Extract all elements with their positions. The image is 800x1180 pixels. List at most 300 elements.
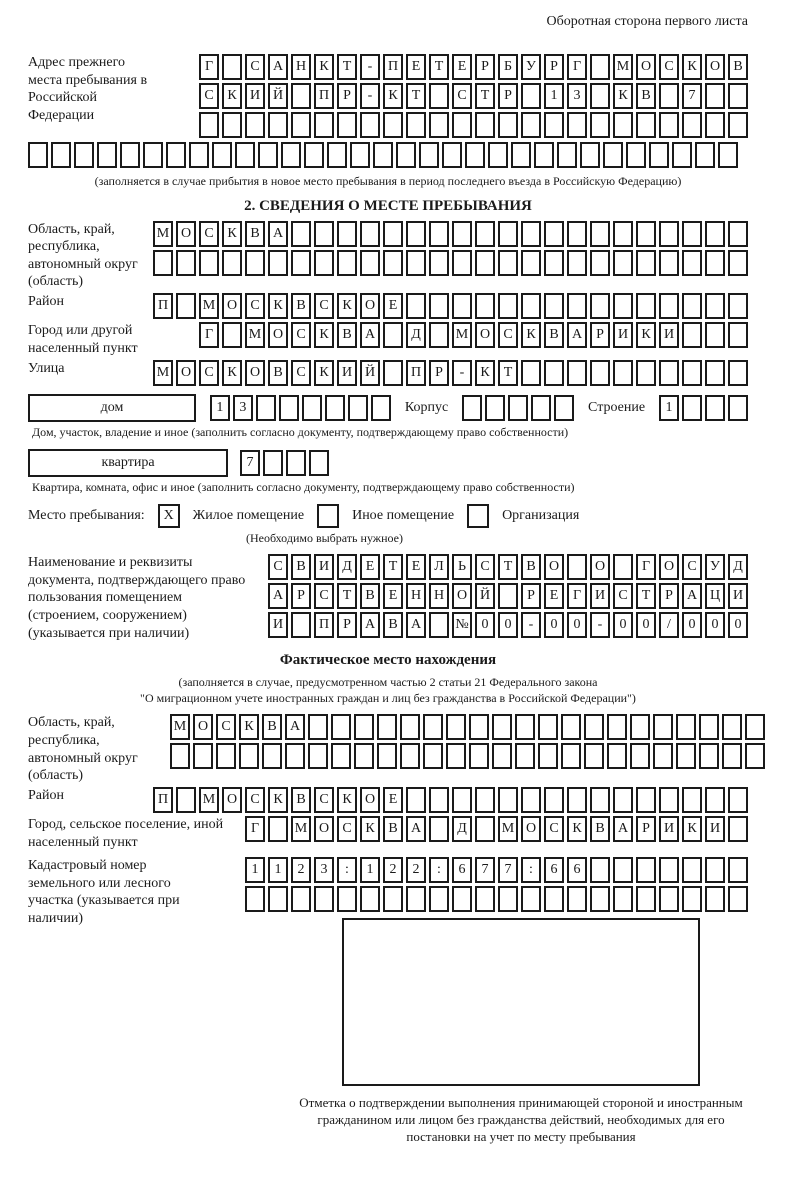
char-cell[interactable]: О xyxy=(193,714,213,740)
char-cell[interactable]: Е xyxy=(360,554,380,580)
char-cell[interactable] xyxy=(613,360,633,386)
char-cell[interactable]: М xyxy=(245,322,265,348)
char-cell[interactable]: Ц xyxy=(705,583,725,609)
char-cell[interactable]: А xyxy=(360,322,380,348)
char-cell[interactable] xyxy=(337,886,357,912)
char-cell[interactable]: Р xyxy=(636,816,656,842)
char-cell[interactable]: Д xyxy=(406,322,426,348)
char-cell[interactable] xyxy=(682,787,702,813)
char-cell[interactable] xyxy=(348,395,368,421)
char-cell[interactable] xyxy=(567,787,587,813)
char-cell[interactable] xyxy=(308,743,328,769)
char-cell[interactable]: К xyxy=(268,787,288,813)
char-cell[interactable] xyxy=(682,886,702,912)
char-cell[interactable] xyxy=(446,743,466,769)
char-cell[interactable]: 1 xyxy=(659,395,679,421)
char-cell[interactable]: В xyxy=(291,293,311,319)
char-cell[interactable]: 0 xyxy=(544,612,564,638)
char-cell[interactable] xyxy=(659,360,679,386)
char-cell[interactable] xyxy=(469,743,489,769)
char-cell[interactable] xyxy=(695,142,715,168)
char-cell[interactable] xyxy=(452,886,472,912)
char-cell[interactable]: С xyxy=(245,293,265,319)
char-cell[interactable]: И xyxy=(268,612,288,638)
char-cell[interactable] xyxy=(429,886,449,912)
char-cell[interactable] xyxy=(245,112,265,138)
char-cell[interactable]: : xyxy=(429,857,449,883)
char-cell[interactable] xyxy=(291,612,311,638)
char-cell[interactable]: В xyxy=(360,583,380,609)
char-cell[interactable]: С xyxy=(245,787,265,813)
char-cell[interactable] xyxy=(728,886,748,912)
char-cell[interactable] xyxy=(360,886,380,912)
char-cell[interactable]: Е xyxy=(383,583,403,609)
char-cell[interactable] xyxy=(613,221,633,247)
char-cell[interactable] xyxy=(590,360,610,386)
char-cell[interactable]: Т xyxy=(475,83,495,109)
char-cell[interactable] xyxy=(636,857,656,883)
char-cell[interactable] xyxy=(498,886,518,912)
char-cell[interactable]: Ь xyxy=(452,554,472,580)
char-cell[interactable]: М xyxy=(452,322,472,348)
char-cell[interactable]: - xyxy=(360,83,380,109)
char-cell[interactable] xyxy=(705,322,725,348)
char-cell[interactable]: А xyxy=(268,221,288,247)
char-cell[interactable] xyxy=(722,743,742,769)
char-cell[interactable] xyxy=(636,250,656,276)
char-cell[interactable]: - xyxy=(521,612,541,638)
char-cell[interactable] xyxy=(607,714,627,740)
char-cell[interactable] xyxy=(531,395,551,421)
char-cell[interactable] xyxy=(521,83,541,109)
char-cell[interactable]: П xyxy=(153,293,173,319)
char-cell[interactable] xyxy=(728,787,748,813)
char-cell[interactable] xyxy=(400,743,420,769)
char-cell[interactable]: С xyxy=(452,83,472,109)
char-cell[interactable]: С xyxy=(268,554,288,580)
char-cell[interactable] xyxy=(728,816,748,842)
char-cell[interactable] xyxy=(515,743,535,769)
char-cell[interactable] xyxy=(613,886,633,912)
char-cell[interactable] xyxy=(590,83,610,109)
char-cell[interactable]: С xyxy=(475,554,495,580)
char-cell[interactable] xyxy=(423,743,443,769)
char-cell[interactable] xyxy=(682,322,702,348)
char-cell[interactable] xyxy=(383,112,403,138)
char-cell[interactable]: О xyxy=(222,293,242,319)
char-cell[interactable] xyxy=(728,221,748,247)
char-cell[interactable]: С xyxy=(314,293,334,319)
char-cell[interactable] xyxy=(705,360,725,386)
char-cell[interactable] xyxy=(262,743,282,769)
char-cell[interactable]: В xyxy=(262,714,282,740)
char-cell[interactable]: - xyxy=(590,612,610,638)
char-cell[interactable] xyxy=(166,142,186,168)
char-cell[interactable] xyxy=(419,142,439,168)
char-cell[interactable] xyxy=(360,112,380,138)
char-cell[interactable] xyxy=(469,714,489,740)
char-cell[interactable] xyxy=(245,250,265,276)
char-cell[interactable] xyxy=(279,395,299,421)
char-cell[interactable] xyxy=(199,250,219,276)
char-cell[interactable] xyxy=(590,293,610,319)
char-cell[interactable]: Т xyxy=(383,554,403,580)
char-cell[interactable]: 0 xyxy=(636,612,656,638)
char-cell[interactable]: Т xyxy=(337,54,357,80)
char-cell[interactable]: О xyxy=(659,554,679,580)
char-cell[interactable]: У xyxy=(521,54,541,80)
char-cell[interactable]: Т xyxy=(498,554,518,580)
char-cell[interactable]: О xyxy=(176,221,196,247)
char-cell[interactable]: Т xyxy=(636,583,656,609)
char-cell[interactable]: 3 xyxy=(567,83,587,109)
char-cell[interactable] xyxy=(745,714,765,740)
char-cell[interactable] xyxy=(360,221,380,247)
char-cell[interactable] xyxy=(705,83,725,109)
char-cell[interactable]: К xyxy=(314,360,334,386)
char-cell[interactable] xyxy=(429,83,449,109)
char-cell[interactable] xyxy=(314,221,334,247)
char-cell[interactable]: В xyxy=(383,816,403,842)
char-cell[interactable] xyxy=(544,293,564,319)
char-cell[interactable]: С xyxy=(291,360,311,386)
char-cell[interactable] xyxy=(498,583,518,609)
char-cell[interactable]: Г xyxy=(636,554,656,580)
char-cell[interactable] xyxy=(337,250,357,276)
char-cell[interactable] xyxy=(492,714,512,740)
char-cell[interactable]: Н xyxy=(406,583,426,609)
char-cell[interactable]: 3 xyxy=(233,395,253,421)
char-cell[interactable] xyxy=(51,142,71,168)
char-cell[interactable]: К xyxy=(682,54,702,80)
char-cell[interactable]: Р xyxy=(498,83,518,109)
char-cell[interactable] xyxy=(286,450,306,476)
char-cell[interactable]: Н xyxy=(429,583,449,609)
char-cell[interactable]: П xyxy=(153,787,173,813)
char-cell[interactable] xyxy=(728,857,748,883)
char-cell[interactable] xyxy=(590,54,610,80)
char-cell[interactable]: М xyxy=(170,714,190,740)
char-cell[interactable]: Г xyxy=(567,583,587,609)
char-cell[interactable]: 3 xyxy=(314,857,334,883)
char-cell[interactable] xyxy=(291,886,311,912)
char-cell[interactable] xyxy=(590,787,610,813)
char-cell[interactable] xyxy=(465,142,485,168)
char-cell[interactable]: В xyxy=(521,554,541,580)
char-cell[interactable]: В xyxy=(291,554,311,580)
char-cell[interactable] xyxy=(193,743,213,769)
char-cell[interactable] xyxy=(222,322,242,348)
char-cell[interactable] xyxy=(383,886,403,912)
char-cell[interactable] xyxy=(722,714,742,740)
char-cell[interactable]: Р xyxy=(337,612,357,638)
char-cell[interactable]: Т xyxy=(429,54,449,80)
char-cell[interactable] xyxy=(371,395,391,421)
char-cell[interactable]: Р xyxy=(475,54,495,80)
char-cell[interactable]: / xyxy=(659,612,679,638)
char-cell[interactable]: И xyxy=(659,322,679,348)
char-cell[interactable] xyxy=(515,714,535,740)
char-cell[interactable] xyxy=(521,787,541,813)
char-cell[interactable] xyxy=(590,250,610,276)
char-cell[interactable]: Е xyxy=(406,554,426,580)
char-cell[interactable]: И xyxy=(337,360,357,386)
char-cell[interactable] xyxy=(567,112,587,138)
char-cell[interactable] xyxy=(488,142,508,168)
char-cell[interactable]: О xyxy=(590,554,610,580)
char-cell[interactable] xyxy=(475,112,495,138)
char-cell[interactable]: П xyxy=(314,83,334,109)
char-cell[interactable]: Р xyxy=(544,54,564,80)
char-cell[interactable] xyxy=(544,112,564,138)
char-cell[interactable] xyxy=(682,112,702,138)
char-cell[interactable]: Е xyxy=(406,54,426,80)
char-cell[interactable]: О xyxy=(245,360,265,386)
char-cell[interactable] xyxy=(383,250,403,276)
char-cell[interactable] xyxy=(676,714,696,740)
char-cell[interactable] xyxy=(659,886,679,912)
char-cell[interactable] xyxy=(383,221,403,247)
char-cell[interactable]: К xyxy=(314,54,334,80)
char-cell[interactable]: В xyxy=(337,322,357,348)
char-cell[interactable] xyxy=(354,743,374,769)
char-cell[interactable] xyxy=(429,250,449,276)
char-cell[interactable] xyxy=(705,112,725,138)
char-cell[interactable]: - xyxy=(452,360,472,386)
char-cell[interactable] xyxy=(429,322,449,348)
char-cell[interactable] xyxy=(406,886,426,912)
char-cell[interactable]: И xyxy=(613,322,633,348)
char-cell[interactable]: М xyxy=(199,293,219,319)
char-cell[interactable] xyxy=(699,743,719,769)
zhiloe-checkbox[interactable]: X xyxy=(158,504,180,528)
char-cell[interactable]: И xyxy=(590,583,610,609)
char-cell[interactable] xyxy=(521,250,541,276)
char-cell[interactable]: В xyxy=(590,816,610,842)
char-cell[interactable]: И xyxy=(245,83,265,109)
char-cell[interactable] xyxy=(475,886,495,912)
char-cell[interactable] xyxy=(281,142,301,168)
char-cell[interactable] xyxy=(429,612,449,638)
char-cell[interactable] xyxy=(682,857,702,883)
char-cell[interactable] xyxy=(682,395,702,421)
char-cell[interactable] xyxy=(544,787,564,813)
char-cell[interactable]: О xyxy=(314,816,334,842)
char-cell[interactable] xyxy=(406,293,426,319)
char-cell[interactable] xyxy=(728,83,748,109)
char-cell[interactable] xyxy=(268,816,288,842)
char-cell[interactable] xyxy=(534,142,554,168)
char-cell[interactable] xyxy=(659,250,679,276)
char-cell[interactable]: Е xyxy=(544,583,564,609)
char-cell[interactable] xyxy=(544,360,564,386)
char-cell[interactable] xyxy=(176,787,196,813)
char-cell[interactable]: О xyxy=(268,322,288,348)
char-cell[interactable]: С xyxy=(291,322,311,348)
char-cell[interactable] xyxy=(153,250,173,276)
char-cell[interactable] xyxy=(199,112,219,138)
char-cell[interactable]: Е xyxy=(383,787,403,813)
char-cell[interactable] xyxy=(613,112,633,138)
char-cell[interactable] xyxy=(406,221,426,247)
char-cell[interactable]: О xyxy=(176,360,196,386)
char-cell[interactable]: Т xyxy=(498,360,518,386)
char-cell[interactable]: А xyxy=(268,583,288,609)
char-cell[interactable]: Н xyxy=(291,54,311,80)
char-cell[interactable]: И xyxy=(314,554,334,580)
char-cell[interactable] xyxy=(557,142,577,168)
char-cell[interactable]: Е xyxy=(452,54,472,80)
char-cell[interactable] xyxy=(636,360,656,386)
char-cell[interactable]: О xyxy=(636,54,656,80)
char-cell[interactable] xyxy=(590,112,610,138)
char-cell[interactable] xyxy=(659,112,679,138)
char-cell[interactable]: 0 xyxy=(728,612,748,638)
char-cell[interactable]: С xyxy=(199,360,219,386)
char-cell[interactable] xyxy=(521,360,541,386)
char-cell[interactable]: 7 xyxy=(682,83,702,109)
char-cell[interactable]: О xyxy=(452,583,472,609)
char-cell[interactable] xyxy=(705,221,725,247)
char-cell[interactable]: И xyxy=(705,816,725,842)
char-cell[interactable] xyxy=(630,743,650,769)
char-cell[interactable]: О xyxy=(475,322,495,348)
char-cell[interactable]: 1 xyxy=(268,857,288,883)
char-cell[interactable] xyxy=(429,221,449,247)
char-cell[interactable] xyxy=(120,142,140,168)
char-cell[interactable] xyxy=(309,450,329,476)
char-cell[interactable]: Т xyxy=(406,83,426,109)
char-cell[interactable]: 2 xyxy=(291,857,311,883)
char-cell[interactable]: П xyxy=(314,612,334,638)
char-cell[interactable]: С xyxy=(659,54,679,80)
char-cell[interactable] xyxy=(498,221,518,247)
char-cell[interactable] xyxy=(636,221,656,247)
char-cell[interactable] xyxy=(718,142,738,168)
char-cell[interactable]: Г xyxy=(567,54,587,80)
char-cell[interactable]: - xyxy=(360,54,380,80)
char-cell[interactable]: Д xyxy=(337,554,357,580)
char-cell[interactable]: А xyxy=(285,714,305,740)
char-cell[interactable] xyxy=(442,142,462,168)
char-cell[interactable]: К xyxy=(521,322,541,348)
char-cell[interactable]: С xyxy=(337,816,357,842)
char-cell[interactable] xyxy=(682,250,702,276)
char-cell[interactable] xyxy=(222,250,242,276)
char-cell[interactable] xyxy=(544,250,564,276)
char-cell[interactable] xyxy=(567,221,587,247)
char-cell[interactable] xyxy=(452,293,472,319)
char-cell[interactable] xyxy=(584,714,604,740)
char-cell[interactable]: 2 xyxy=(383,857,403,883)
char-cell[interactable] xyxy=(429,787,449,813)
char-cell[interactable]: К xyxy=(314,322,334,348)
char-cell[interactable] xyxy=(485,395,505,421)
char-cell[interactable] xyxy=(314,112,334,138)
char-cell[interactable]: С xyxy=(314,583,334,609)
char-cell[interactable] xyxy=(263,450,283,476)
char-cell[interactable] xyxy=(567,886,587,912)
char-cell[interactable] xyxy=(567,250,587,276)
char-cell[interactable] xyxy=(538,714,558,740)
char-cell[interactable]: 7 xyxy=(240,450,260,476)
inoe-checkbox[interactable] xyxy=(317,504,339,528)
char-cell[interactable]: К xyxy=(567,816,587,842)
char-cell[interactable] xyxy=(659,83,679,109)
char-cell[interactable] xyxy=(291,112,311,138)
char-cell[interactable]: О xyxy=(705,54,725,80)
char-cell[interactable]: С xyxy=(498,322,518,348)
char-cell[interactable] xyxy=(676,743,696,769)
char-cell[interactable]: В xyxy=(636,83,656,109)
char-cell[interactable] xyxy=(659,857,679,883)
char-cell[interactable]: О xyxy=(544,554,564,580)
char-cell[interactable]: М xyxy=(291,816,311,842)
char-cell[interactable] xyxy=(406,250,426,276)
char-cell[interactable]: К xyxy=(337,293,357,319)
char-cell[interactable]: К xyxy=(383,83,403,109)
char-cell[interactable] xyxy=(429,112,449,138)
char-cell[interactable]: К xyxy=(222,360,242,386)
char-cell[interactable]: 0 xyxy=(682,612,702,638)
char-cell[interactable] xyxy=(567,293,587,319)
char-cell[interactable] xyxy=(400,714,420,740)
char-cell[interactable] xyxy=(554,395,574,421)
char-cell[interactable] xyxy=(567,554,587,580)
char-cell[interactable] xyxy=(212,142,232,168)
char-cell[interactable] xyxy=(245,886,265,912)
char-cell[interactable]: М xyxy=(613,54,633,80)
char-cell[interactable] xyxy=(492,743,512,769)
char-cell[interactable]: 7 xyxy=(498,857,518,883)
char-cell[interactable]: 6 xyxy=(452,857,472,883)
char-cell[interactable]: Б xyxy=(498,54,518,80)
char-cell[interactable] xyxy=(189,142,209,168)
char-cell[interactable] xyxy=(325,395,345,421)
char-cell[interactable]: Л xyxy=(429,554,449,580)
char-cell[interactable] xyxy=(521,112,541,138)
char-cell[interactable] xyxy=(659,293,679,319)
char-cell[interactable]: Р xyxy=(590,322,610,348)
char-cell[interactable] xyxy=(682,293,702,319)
char-cell[interactable] xyxy=(672,142,692,168)
char-cell[interactable] xyxy=(705,886,725,912)
char-cell[interactable]: Р xyxy=(291,583,311,609)
char-cell[interactable] xyxy=(268,112,288,138)
char-cell[interactable]: 1 xyxy=(360,857,380,883)
char-cell[interactable] xyxy=(613,250,633,276)
char-cell[interactable] xyxy=(511,142,531,168)
char-cell[interactable] xyxy=(308,714,328,740)
char-cell[interactable] xyxy=(613,554,633,580)
char-cell[interactable] xyxy=(649,142,669,168)
char-cell[interactable] xyxy=(337,112,357,138)
char-cell[interactable] xyxy=(446,714,466,740)
char-cell[interactable] xyxy=(521,886,541,912)
char-cell[interactable] xyxy=(580,142,600,168)
char-cell[interactable] xyxy=(291,250,311,276)
char-cell[interactable]: Й xyxy=(475,583,495,609)
char-cell[interactable]: 0 xyxy=(475,612,495,638)
char-cell[interactable] xyxy=(452,112,472,138)
char-cell[interactable] xyxy=(423,714,443,740)
char-cell[interactable] xyxy=(590,886,610,912)
char-cell[interactable]: К xyxy=(636,322,656,348)
char-cell[interactable] xyxy=(302,395,322,421)
char-cell[interactable]: Р xyxy=(521,583,541,609)
char-cell[interactable] xyxy=(406,787,426,813)
char-cell[interactable]: А xyxy=(268,54,288,80)
